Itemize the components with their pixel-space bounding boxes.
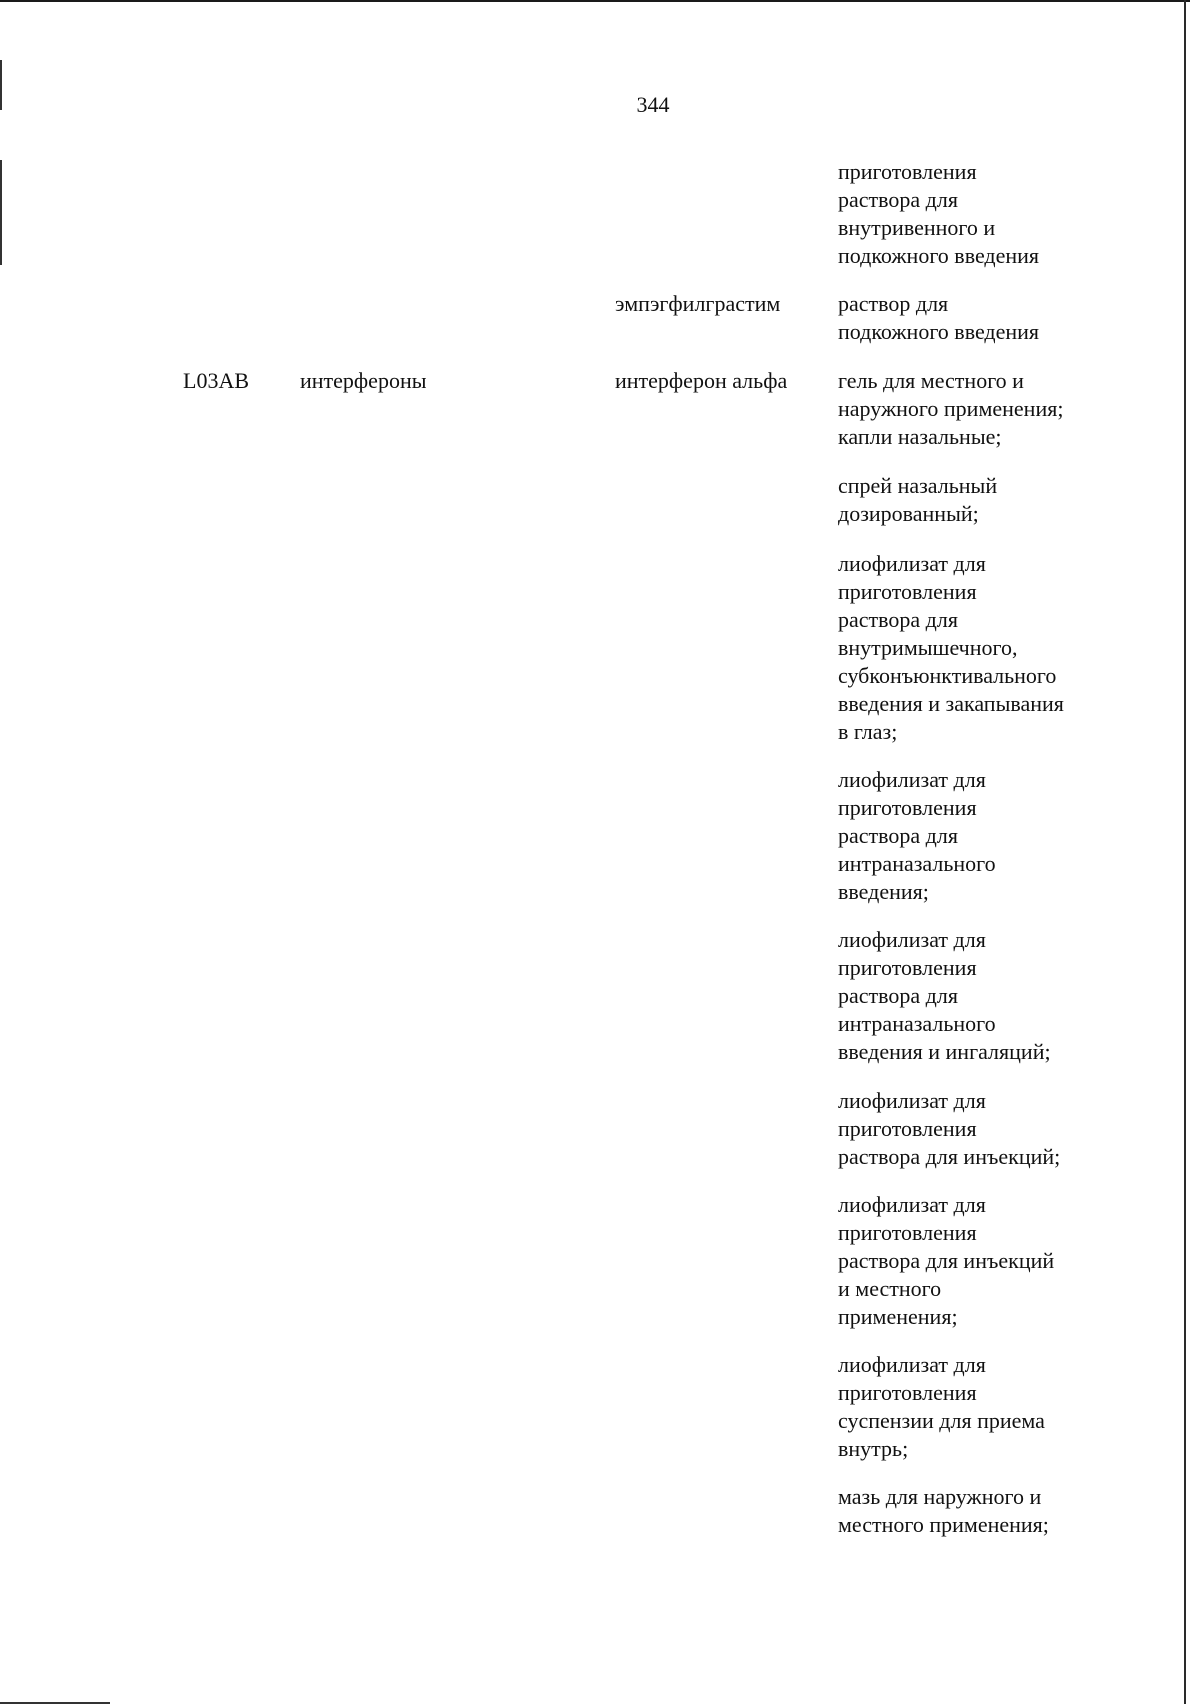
drug-group: интерфероны — [300, 368, 427, 393]
dosage-form: лиофилизат для приготовления суспензии для приема внутрь; — [838, 1352, 1045, 1461]
drug-name: интерферон альфа — [615, 368, 788, 393]
dosage-form: лиофилизат для приготовления раствора для интраназального введения и ингаляций; — [838, 927, 1051, 1064]
dosage-form: лиофилизат для приготовления раствора для внутримышечного, субконъюнктивального введения и закапывания в глаз; — [838, 551, 1064, 744]
dosage-form: лиофилизат для приготовления раствора для инъекций и местного применения; — [838, 1192, 1055, 1329]
drug-name: эмпэгфилграстим — [615, 291, 781, 316]
scan-border-right — [1184, 0, 1186, 1704]
dosage-form-continuation: приготовления раствора для внутривенного и подкожного введения — [838, 159, 1040, 268]
dosage-form: раствор для подкожного введения — [838, 291, 1040, 344]
scan-border-top — [0, 0, 1190, 2]
dosage-form: лиофилизат для приготовления раствора для интраназального введения; — [838, 767, 996, 904]
scan-border-left — [0, 160, 2, 265]
dosage-form: гель для местного и наружного применения; капли назальные; — [838, 368, 1064, 449]
dosage-form: лиофилизат для приготовления раствора для инъекций; — [838, 1088, 1061, 1169]
dosage-form: мазь для наружного и местного применения; — [838, 1484, 1049, 1537]
page-number: 344 — [636, 92, 670, 117]
dosage-form: спрей назальный дозированный; — [838, 473, 998, 526]
atc-code: L03AB — [183, 368, 249, 393]
